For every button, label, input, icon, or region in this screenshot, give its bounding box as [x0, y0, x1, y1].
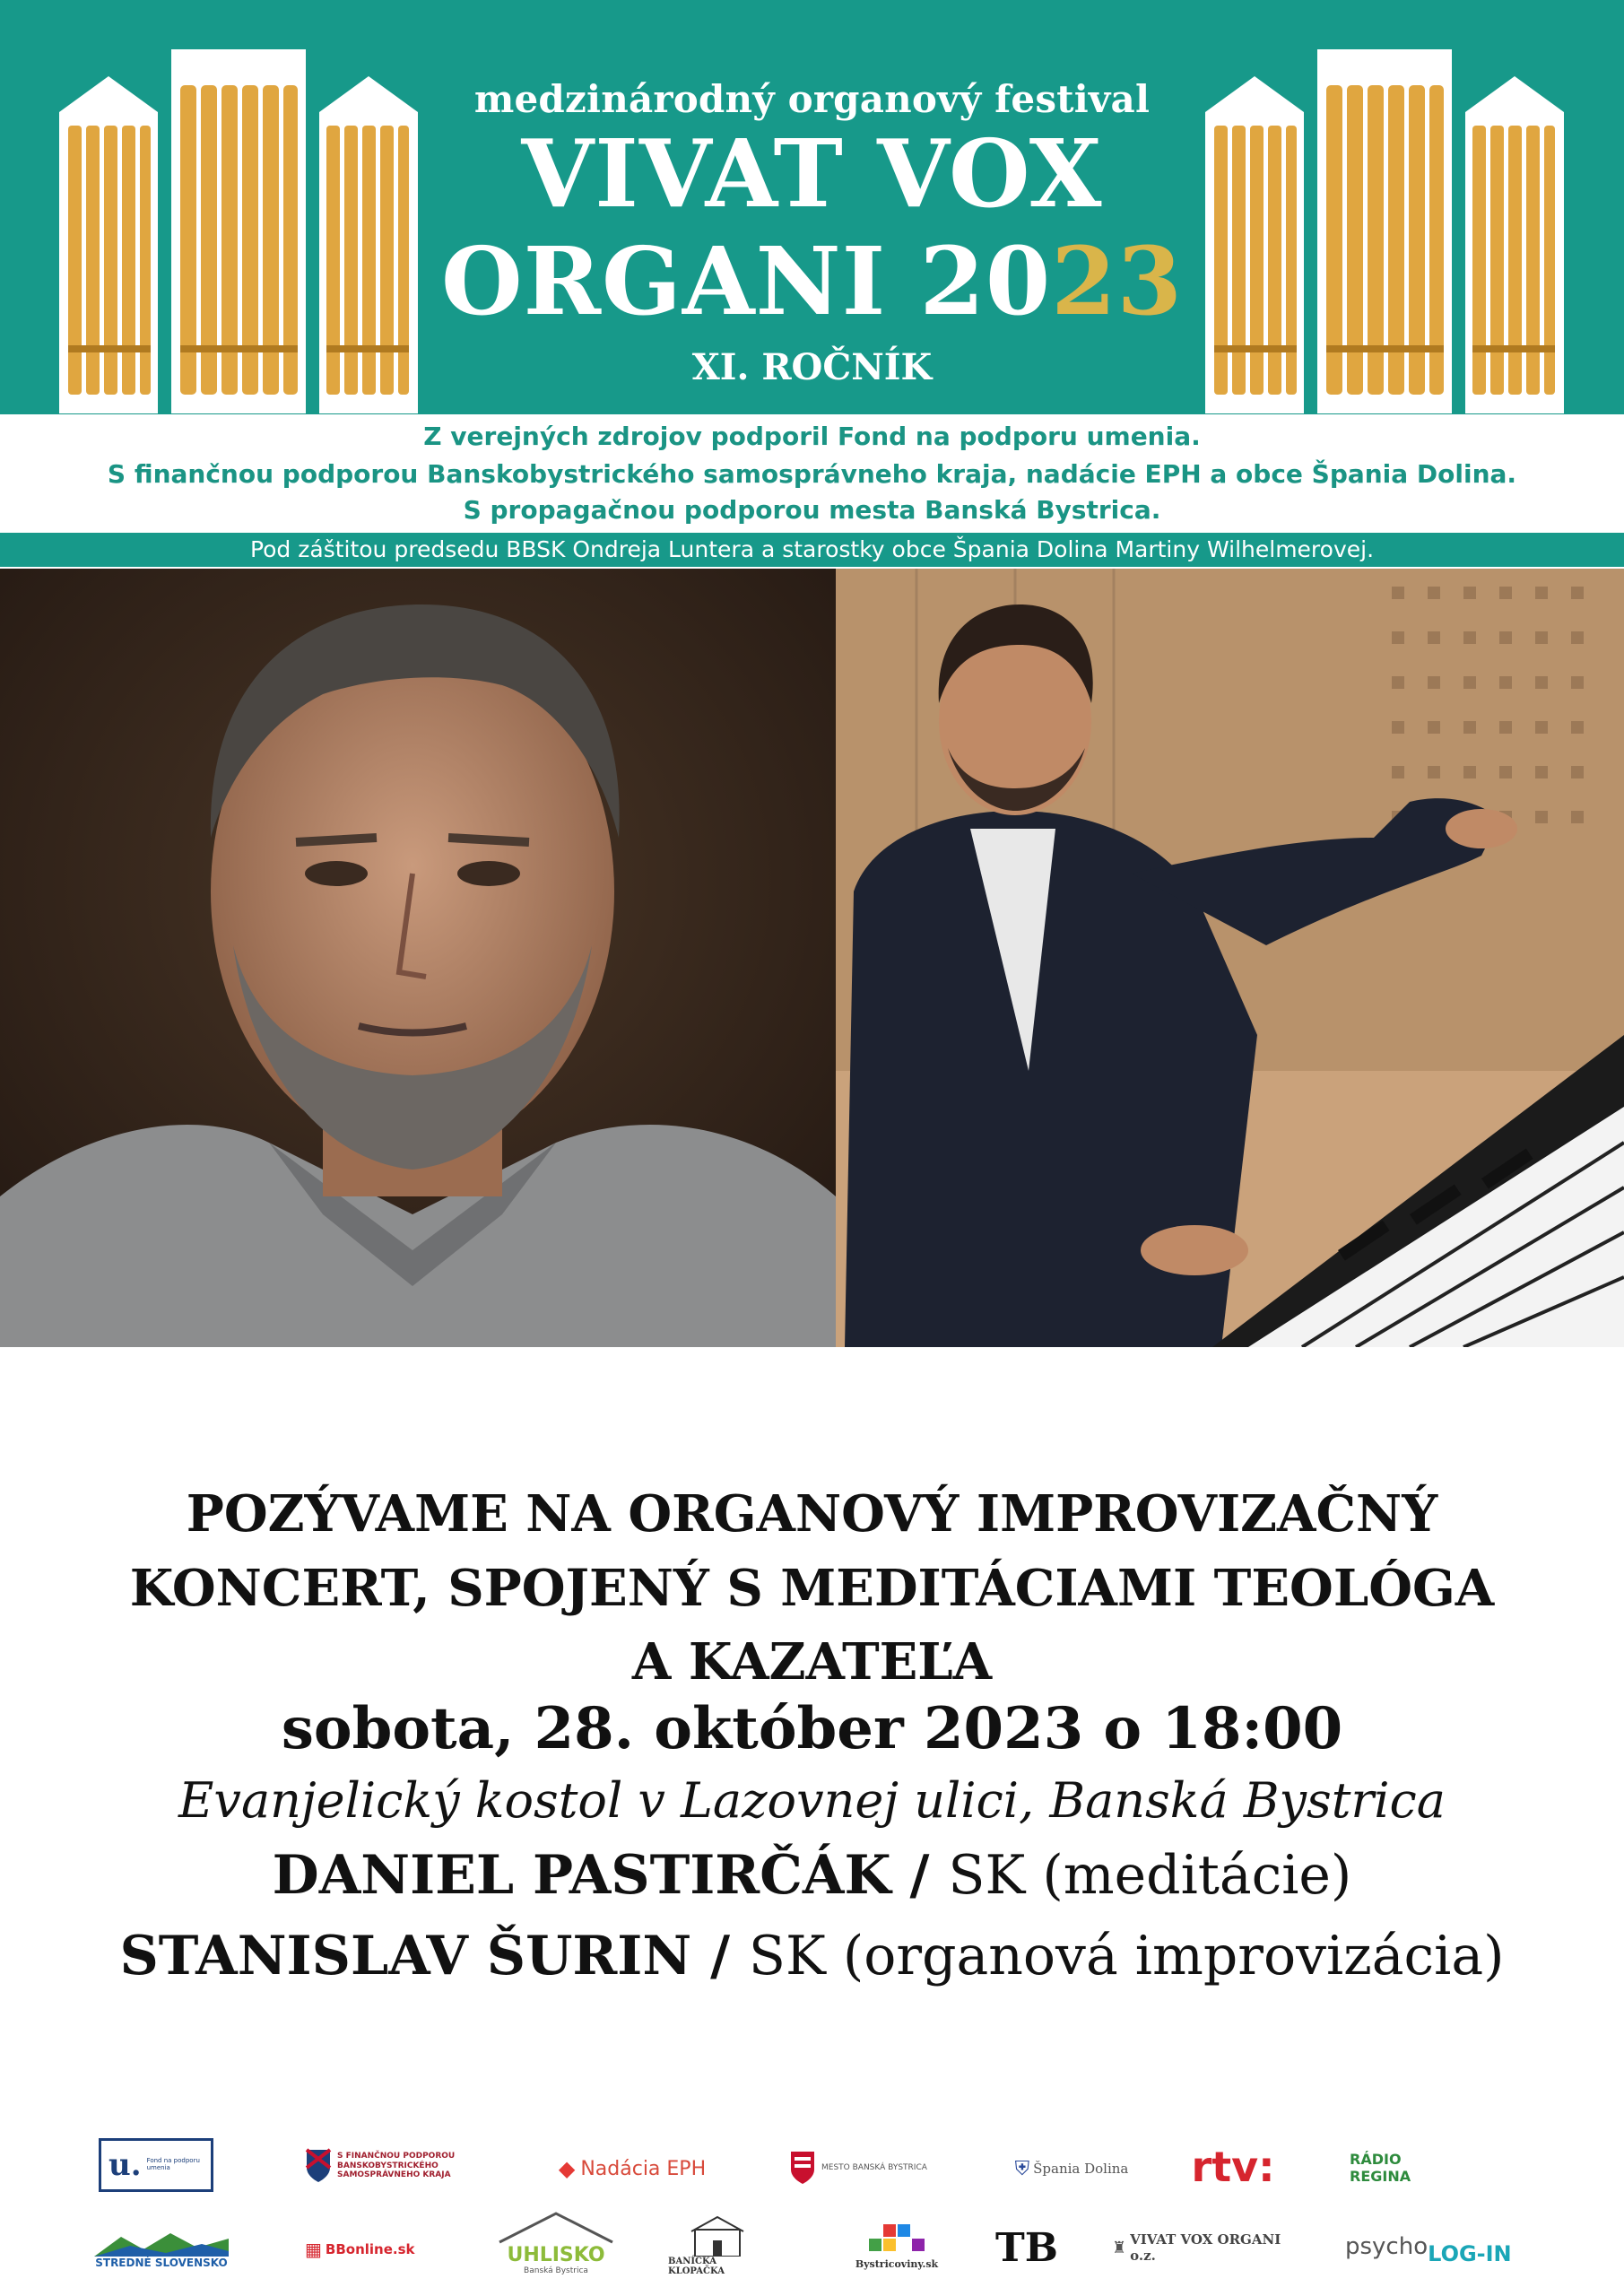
bbonline-logo — [305, 2230, 439, 2269]
bystricoviny-logo — [838, 2217, 955, 2276]
patronage-bar: Pod záštitou predsedu BBSK Ondreja Luntera a starostky obce Špania Dolina Martiny Wilhelmerovej. — [0, 533, 1624, 567]
performer-1-name: DANIEL PASTIRČÁK — [272, 1844, 891, 1907]
performer-2-name: STANISLAV ŠURIN — [119, 1925, 692, 1987]
spania-dolina-caption: Špania Dolina — [1033, 2161, 1129, 2177]
rtv-logo — [1184, 2142, 1282, 2192]
uhlisko-roof-icon — [498, 2212, 614, 2244]
support-line-1: Z verejných zdrojov podporil Fond na podporu umenia. — [423, 422, 1201, 451]
stredne-slovensko-logo — [85, 2222, 238, 2276]
performer-2-separator: / — [691, 1925, 749, 1987]
performer-1 — [0, 1844, 1624, 1907]
hills-icon — [94, 2230, 229, 2257]
uhlisko-caption: Banská Bystrica — [524, 2266, 588, 2275]
nadacia-eph-logo — [551, 2151, 713, 2187]
invitation-line-2: KONCERT, SPOJENÝ S MEDITÁCIAMI TEOLÓGA — [129, 1559, 1495, 1618]
performer-2 — [0, 1925, 1624, 1987]
invitation-line-3: A KAZATEĽA — [631, 1632, 993, 1692]
tb-logo — [986, 2219, 1067, 2276]
radio-regina-logo — [1350, 2145, 1484, 2190]
support-line-3: S propagačnou podporou mesta Banská Bystrica. — [463, 495, 1161, 525]
vvo-organ-icon: ♜ — [1112, 2238, 1127, 2257]
login-wordmark: LOG-IN — [1428, 2241, 1512, 2266]
support-line-2: S finančnou podporou Banskobystrického samosprávneho kraja, nadácie EPH a obce Špania Dolina. — [107, 459, 1517, 489]
festival-banner — [0, 0, 1624, 414]
organ-pipes-left-illustration — [59, 49, 418, 413]
invitation-line-1: POZÝVAME NA ORGANOVÝ IMPROVIZAČNÝ — [186, 1484, 1438, 1544]
event-venue: Evanjelický kostol v Lazovnej ulici, Banská Bystrica — [178, 1772, 1446, 1829]
klopacka-tower-icon — [686, 2215, 749, 2257]
stredne-slovensko-caption: STREDNÉ SLOVENSKO — [95, 2257, 228, 2269]
event-date: sobota, 28. október 2023 o 18:00 — [281, 1695, 1343, 1762]
tb-wordmark: TB — [995, 2224, 1058, 2271]
radio-regina-caption: RÁDIO REGINA — [1350, 2150, 1411, 2185]
mesto-banska-bystrica-logo — [789, 2148, 942, 2187]
festival-subtitle: medzinárodný organový festival — [473, 77, 1151, 121]
eph-diamond-icon: ◆ — [558, 2156, 576, 2181]
performer-2-role: SK (organová improvizácia) — [748, 1925, 1505, 1987]
spania-dolina-logo — [1004, 2151, 1139, 2187]
festival-year-highlight: 23 — [1051, 226, 1183, 336]
vivat-vox-organi-logo — [1112, 2230, 1300, 2266]
bbsk-shield-icon — [305, 2148, 332, 2184]
klopacka-caption: BANÍCKA KLOPAČKA — [668, 2257, 725, 2276]
festival-edition: XI. ROČNÍK — [691, 346, 933, 388]
psycho-wordmark: psycho — [1345, 2233, 1429, 2260]
uhlisko-wordmark: UHLISKO — [507, 2243, 605, 2266]
bbonline-caption: BBonline.sk — [325, 2241, 415, 2257]
eph-caption: Nadácia EPH — [580, 2157, 707, 2180]
psycho-login-logo — [1345, 2222, 1542, 2271]
bbonline-grid-icon: ▦ — [305, 2239, 322, 2260]
bystricoviny-caption: Bystricoviny.sk — [855, 2257, 939, 2270]
performer-1-separator: / — [890, 1844, 949, 1907]
uhlisko-logo — [489, 2203, 623, 2283]
bystricoviny-squares-icon — [865, 2224, 928, 2258]
photo-daniel-pastircak — [0, 569, 836, 1347]
banicka-klopacka-logo — [668, 2208, 767, 2283]
bb-city-shield-icon — [789, 2150, 816, 2186]
fpu-mark: u. — [109, 2147, 142, 2183]
fpu-caption: Fond na podporu umenia — [146, 2157, 200, 2171]
rtv-wordmark: rtv: — [1191, 2143, 1275, 2191]
bbsk-caption: S FINANČNOU PODPOROU BANSKOBYSTRICKÉHO SAMOSPRÁVNEHO KRAJA — [337, 2151, 456, 2180]
performer-1-role: SK (meditácie) — [948, 1844, 1352, 1907]
bbsk-logo — [305, 2144, 484, 2188]
spania-dolina-crest-icon: ⛨ — [1014, 2157, 1030, 2180]
festival-title-line1: VIVAT VOX — [521, 118, 1103, 229]
vvo-caption: VIVAT VOX ORGANI o.z. — [1130, 2231, 1281, 2264]
organ-pipes-right-illustration — [1205, 49, 1564, 413]
festival-title-main: ORGANI 20 — [441, 226, 1052, 336]
bb-city-caption: MESTO BANSKÁ BYSTRICA — [821, 2163, 927, 2172]
fond-na-podporu-umenia-logo — [99, 2138, 213, 2192]
photo-stanislav-surin — [836, 569, 1624, 1347]
festival-title-line2 — [377, 226, 1247, 336]
